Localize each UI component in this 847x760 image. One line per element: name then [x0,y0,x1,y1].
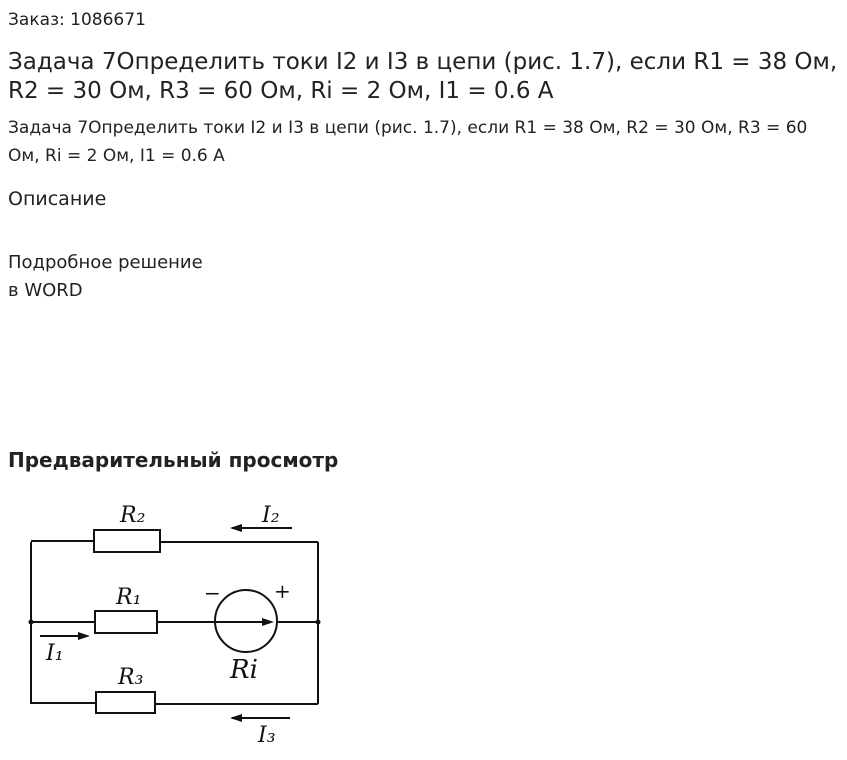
label-ri: Ri [230,655,258,685]
label-r1: R₁ [116,585,142,610]
description-body [8,249,203,305]
source-arrow-head [262,618,274,626]
label-i2: I₂ [262,503,280,528]
label-r3: R₃ [118,665,144,690]
label-r2: R₂ [120,503,146,528]
description-line: Подробное решение [8,252,203,273]
label-plus: + [274,579,291,603]
node-left [29,620,34,625]
resistor-r2 [94,530,160,552]
label-i3: I₃ [258,723,276,748]
order-number: Заказ: 1086671 [8,10,146,30]
arrow-i2-head [230,524,242,532]
circuit-diagram-image [20,492,330,750]
description-heading: Описание [8,188,107,210]
label-i1: I₁ [46,641,64,666]
preview-heading: Предварительный просмотр [8,448,339,472]
resistor-r3 [96,692,155,713]
product-subtitle: Задача 7Определить токи I2 и I3 в цепи (рис. 1.7), если R1 = 38 Ом, R2 = 30 Ом, R3 = 60 Ом, Ri = 2 Ом, I1 = 0.6 А [8,118,808,166]
label-minus: − [204,581,221,605]
arrow-i3-head [230,714,242,722]
resistor-r1 [95,611,157,633]
node-right [316,620,321,625]
description-line: в WORD [8,280,83,301]
product-title: Задача 7Определить токи I2 и I3 в цепи (рис. 1.7), если R1 = 38 Ом, R2 = 30 Ом, R3 = 60 Ом, Ri = 2 Ом, I1 = 0.6 А [8,49,838,104]
arrow-i1-head [78,632,90,640]
